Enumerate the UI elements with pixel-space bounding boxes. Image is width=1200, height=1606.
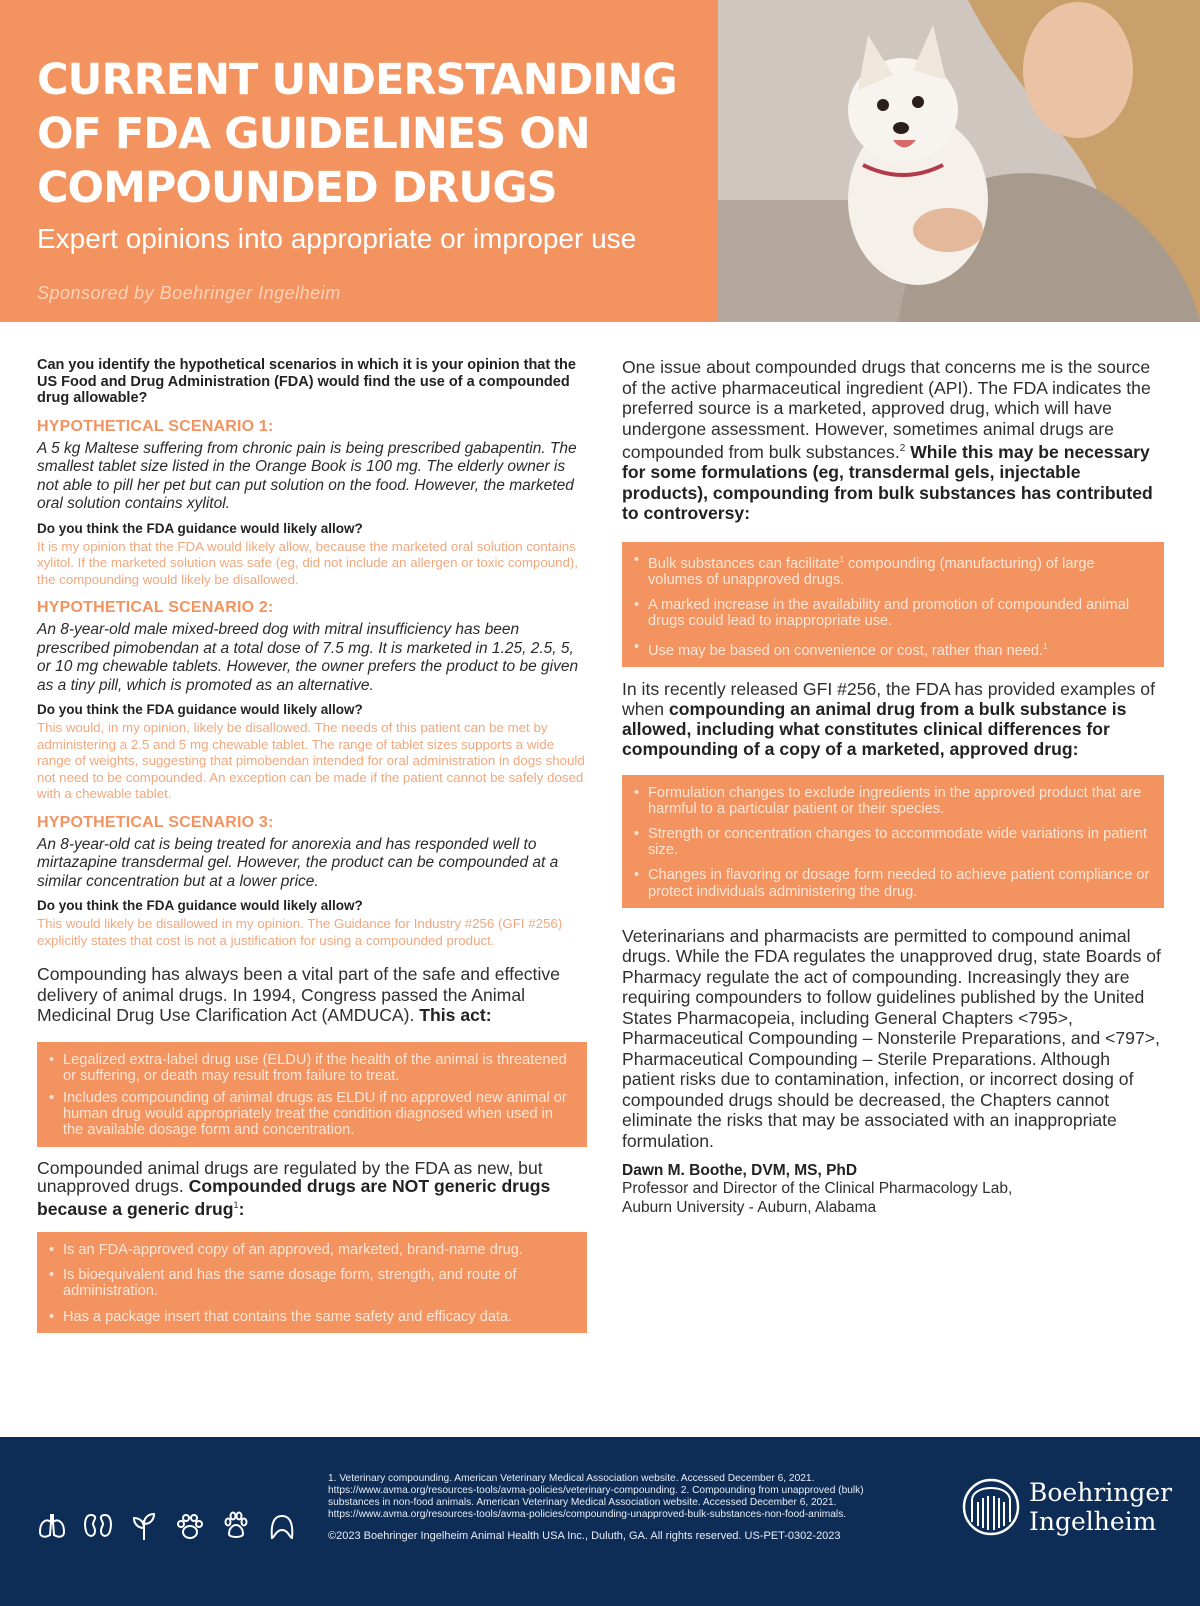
list-item-text: A marked increase in the availability and promotion of compounded animal drugs could lead to inappropriate use. (648, 597, 1130, 630)
gfi-box (622, 775, 1164, 908)
api-text: One issue about compounded drugs that concerns me is the source of the active pharmaceutical ingredient (API). The FDA indicates the preferred source is a marketed, approved drug, which will have undergone assessment. However, sometimes animal drugs are compounded from bulk substances. (622, 357, 1151, 462)
footnote-ref: 2 (899, 443, 906, 454)
list-item: • Changes in flavoring or dosage form needed to achieve patient compliance or protect individuals administering the drug. (634, 867, 1152, 899)
amduca-text: Compounding has always been a vital part of the safe and effective delivery of animal drugs. In 1994, Congress passed the Animal Medicinal Drug Use Clarification Act (AMDUCA). (37, 964, 560, 1026)
bulk-list (634, 552, 1152, 659)
footnote-references: 1. Veterinary compounding. American Veterinary Medical Association website. Accessed December 6, 2021. https://www.avma.org/resources-tools/avma-policies/veterinary-compounding. 2. Compounding from unapproved (bulk) substances in non-food animals. American Veterinary Medical Association website. Accessed December 6, 2021. https://www.avma.org/resources-tools/avma-policies/compounding-unapproved-bulk-substances-non-food-animals. (328, 1473, 864, 1520)
list-item: • Includes compounding of animal drugs as ELDU if no approved new animal or human drug would appropriately treat the condition diagnosed when used in the available dosage form and concentration. (49, 1090, 575, 1139)
logo-line-1: Boehringer (1029, 1478, 1173, 1507)
bi-mark-icon (962, 1478, 1020, 1536)
right-column (622, 357, 1164, 1217)
scenario-question: Do you think the FDA guidance would likely allow? (37, 520, 363, 536)
list-item (634, 639, 1152, 659)
list-item: • Strength or concentration changes to accommodate wide variations in patient size. (634, 826, 1152, 858)
paw-icon (174, 1510, 206, 1542)
list-item-text: Use may be based on convenience or cost, rather than need. (648, 642, 1044, 659)
scenario-answer: It is my opinion that the FDA would likely allow, because the marketed oral solution contains xylitol. If the marketed solution was safe (eg, did not include an allergen or toxic compound), the compounding would likely be disallowed. (37, 538, 579, 587)
list-item (634, 597, 1152, 629)
scenario-heading: HYPOTHETICAL SCENARIO 1: (37, 417, 274, 435)
api-bold: While this may be necessary for some formulations (eg, transdermal gels, injectable products), compounding from bulk substances has contributed to controversy: (622, 441, 1153, 524)
scenario-heading: HYPOTHETICAL SCENARIO 3: (37, 813, 274, 831)
list-item: • Is an FDA-approved copy of an approved, marketed, brand-name drug. (49, 1242, 575, 1258)
photo-illustration (718, 0, 1200, 322)
scenario-answer: This would likely be disallowed in my opinion. The Guidance for Industry #256 (GFI #256) explicitly states that cost is not a justification for using a compounded product. (37, 916, 563, 948)
generic-list (49, 1242, 575, 1325)
generic-paragraph (37, 1159, 587, 1218)
plant-icon (128, 1510, 160, 1542)
amduca-box (37, 1042, 587, 1147)
sponsor-line: Sponsored by Boehringer Ingelheim (37, 283, 341, 303)
author-title-line-2: Auburn University - Auburn, Alabama (622, 1198, 877, 1216)
kidneys-icon (82, 1510, 114, 1542)
logo-line-2: Ingelheim (1029, 1507, 1157, 1536)
copyright: ©2023 Boehringer Ingelheim Animal Health USA Inc., Duluth, GA. All rights reserved. US-PET-0302-2023 (328, 1530, 841, 1542)
footnote-ref: 1 (233, 1199, 239, 1210)
lungs-icon (36, 1510, 68, 1542)
tooth-icon (266, 1510, 298, 1542)
gfi-text: In its recently released GFI #256, the FDA has provided examples of when (622, 678, 1155, 719)
generic-box (37, 1232, 587, 1333)
list-item-text: Bulk substances can facilitate (648, 555, 840, 572)
footnote-ref: 1 (839, 554, 844, 564)
scenario-question: Do you think the FDA guidance would likely allow? (37, 898, 363, 914)
amduca-list (49, 1052, 575, 1139)
intro-question: Can you identify the hypothetical scenarios in which it is your opinion that the US Food and Drug Administration (FDA) would find the use of a compounded drug allowable? (37, 357, 576, 406)
gfi-bold: compounding an animal drug from a bulk substance is allowed, including what constitutes clinical differences for compounding of a copy of a marketed, approved drug: (622, 698, 1127, 759)
scenario-3 (37, 813, 587, 950)
paw-outline-icon (220, 1510, 252, 1542)
scenario-answer: This would, in my opinion, likely be disallowed. The needs of this patient can be met by administering a 2.5 and 5 mg chewable tablet. The range of tablet sizes supports a wide range of weights, suggesting that pimobendan intended for oral administration in dogs should not need to be compounded. An exception can be made if the patient cannot be safely dosed with a chewable tablet. (37, 720, 585, 802)
scenario-question: Do you think the FDA guidance would likely allow? (37, 702, 363, 718)
left-column (37, 357, 587, 1333)
scenario-text: An 8-year-old male mixed-breed dog with mitral insufficiency has been prescribed pimobendan at a total dose of 7.5 mg. It is marketed in 1.25, 2.5, 5, or 10 mg chewable tablets. However, the owner prefers the product to be given as a tiny pill, which is promoted as an alternative. (37, 621, 579, 694)
scenario-2 (37, 598, 587, 802)
logo-wordmark (1029, 1478, 1172, 1536)
api-paragraph (622, 357, 1164, 524)
amduca-bold: This act: (419, 1005, 492, 1026)
list-item: • Has a package insert that contains the same safety and efficacy data. (49, 1309, 575, 1325)
footer-icon-row (36, 1510, 298, 1542)
boehringer-ingelheim-logo (962, 1478, 1172, 1538)
generic-bold: Compounded drugs are NOT generic drugs because a generic drug (37, 1176, 551, 1219)
generic-colon: : (238, 1198, 245, 1219)
gfi-paragraph (622, 679, 1164, 759)
scenario-1 (37, 417, 587, 589)
list-item (634, 552, 1152, 588)
generic-text: Compounded animal drugs are regulated by the FDA as new, but unapproved drugs. (37, 1157, 543, 1197)
list-item: • Legalized extra-label drug use (ELDU) if the health of the animal is threatened or suffering, or death may result from failure to treat. (49, 1052, 575, 1084)
list-item: • Formulation changes to exclude ingredients in the approved product that are harmful to a particular patient or their species. (634, 785, 1152, 817)
page-title: CURRENT UNDERSTANDING OF FDA GUIDELINES ON COMPOUNDED DRUGS (37, 55, 677, 213)
scenario-text: A 5 kg Maltese suffering from chronic pain is being prescribed gabapentin. The smallest tablet size listed in the Orange Book is 100 mg. The elderly owner is not able to pill her pet but can put solution on the food. However, the marketed oral solution contains xylitol. (37, 439, 577, 513)
page-subtitle: Expert opinions into appropriate or improper use (37, 223, 637, 254)
bulk-box (622, 542, 1164, 667)
closing-paragraph: Veterinarians and pharmacists are permitted to compound animal drugs. While the FDA regulates the unapproved drug, state Boards of Pharmacy regulate the act of compounding. Increasingly they are requiring compounders to follow guidelines published by the United States Pharmacopeia, including General Chapters <795>, Pharmaceutical Compounding – Nonsterile Preparations, and <797>, Pharmaceutical Compounding – Sterile Preparations. Although patient risks due to contamination, infection, or incorrect dosing of compounded drugs should be decreased, the Chapters cannot eliminate the risks that may be associated with an inappropriate formulation. (622, 925, 1161, 1151)
woman-with-dog-photo (718, 0, 1200, 322)
header (0, 0, 1200, 322)
author-title-line-1: Professor and Director of the Clinical Pharmacology Lab, (622, 1180, 1013, 1198)
scenario-heading: HYPOTHETICAL SCENARIO 2: (37, 599, 274, 617)
amduca-paragraph (37, 964, 587, 1026)
list-item-text: compounding (manufacturing) of large volumes of unapproved drugs. (648, 555, 1095, 588)
scenario-text: An 8-year-old cat is being treated for anorexia and has responded well to mirtazapine transdermal gel. However, the product can be compounded at a similar concentration but at a lower price. (37, 835, 559, 890)
list-item: • Is bioequivalent and has the same dosage form, strength, and route of administration. (49, 1267, 575, 1299)
gfi-list (634, 785, 1152, 900)
author-name: Dawn M. Boothe, DVM, MS, PhD (622, 1162, 858, 1180)
footnote-ref: 1 (1043, 641, 1048, 651)
